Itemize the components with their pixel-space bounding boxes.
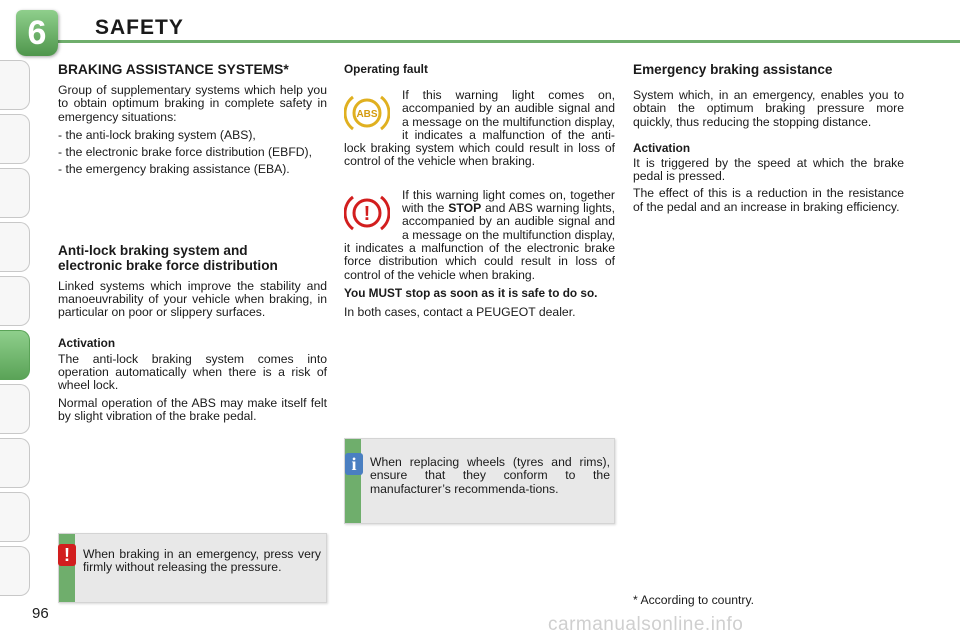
abs-fault-paragraph: If this warning light comes on, accompanied by an audible signal and a message on the multifunction display, it indicates a malfunction of the anti-lock braking system which could result in loss of control of the vehicle when braking.	[344, 89, 615, 169]
column-braking-systems	[58, 62, 327, 423]
chapter-tab-8[interactable]	[0, 438, 30, 488]
chapter-tab-10[interactable]	[0, 546, 30, 596]
list-item: - the anti-lock braking system (ABS),	[58, 127, 256, 142]
chapter-tab-4[interactable]	[0, 222, 30, 272]
info-notice	[344, 438, 615, 524]
page-title: SAFETY	[95, 16, 184, 39]
chapter-tab-5[interactable]	[0, 276, 30, 326]
column-operating-fault	[344, 62, 615, 319]
activation-paragraph: The anti-lock braking system comes into operation automatically when there is a risk of wheel lock.	[58, 351, 327, 393]
info-icon: i	[345, 453, 363, 475]
emergency-paragraph: System which, in an emergency, enables you to obtain the optimum braking pressure more quickly, thus reducing the stopping distance.	[633, 88, 904, 129]
header-rule	[40, 40, 960, 43]
list-item: - the emergency braking assistance (EBA).	[58, 162, 290, 177]
warning-notice-text: When braking in an emergency, press very firmly without releasing the pressure.	[83, 547, 321, 575]
exclamation-icon: !	[58, 544, 76, 566]
abs-warning-block	[344, 89, 615, 169]
page-number: 96	[32, 605, 49, 622]
brake-fault-text-start: If this warning light comes on, together with the	[402, 188, 615, 216]
emergency-activation-heading: Activation	[633, 140, 691, 155]
chapter-tab-2[interactable]	[0, 114, 30, 164]
list-item: - the electronic brake force distribution (EBFD),	[58, 145, 313, 160]
brake-icon-label: !	[363, 202, 371, 225]
must-stop-notice: You MUST stop as soon as it is safe to do so.	[344, 285, 598, 300]
emergency-heading: Emergency braking assistance	[633, 62, 833, 77]
chapter-tab-9[interactable]	[0, 492, 30, 542]
chapter-tab-3[interactable]	[0, 168, 30, 218]
chapter-tab-6[interactable]	[0, 330, 30, 380]
abs-icon-label: ABS	[356, 109, 378, 120]
effect-paragraph: The effect of this is a reduction in the resistance of the pedal and an increase in braking efficiency.	[633, 186, 904, 214]
stop-word: STOP	[448, 201, 482, 216]
contact-dealer-paragraph: In both cases, contact a PEUGEOT dealer.	[344, 304, 576, 319]
operating-fault-heading: Operating fault	[344, 62, 428, 76]
vibration-paragraph: Normal operation of the ABS may make itself felt by slight vibration of the brake pedal.	[58, 395, 327, 423]
chapter-badge: 6	[16, 10, 58, 56]
intro-paragraph: Group of supplementary systems which help you to obtain optimum braking in complete safety in emergency situations:	[58, 83, 327, 124]
chapter-tab-7[interactable]	[0, 384, 30, 434]
footnote: * According to country.	[633, 593, 755, 607]
brake-warning-block	[344, 189, 615, 282]
trigger-paragraph: It is triggered by the speed at which the brake pedal is pressed.	[633, 155, 904, 184]
column-emergency-braking	[633, 62, 904, 214]
brake-fault-text-end: and ABS warning lights, accompanied by an audible signal and a message on the multifunction display, it indicates a malfunction of the electronic brake force distribution which could result in loss of control of the vehicle when braking.	[344, 201, 615, 282]
section-heading: BRAKING ASSISTANCE SYSTEMS*	[58, 62, 289, 77]
info-notice-text: When replacing wheels (tyres and rims), ensure that they conform to the manufacturer’s recommenda-tions.	[370, 455, 610, 496]
abs-heading: Anti-lock braking system and electronic brake force distribution	[58, 242, 278, 273]
abs-paragraph: Linked systems which improve the stability and manoeuvrability of your vehicle when braking, in particular on poor or slippery surfaces.	[58, 278, 327, 320]
systems-list	[58, 129, 327, 177]
chapter-tab-1[interactable]	[0, 60, 30, 110]
brake-warning-light-icon	[344, 193, 390, 233]
notice-accent-bar	[345, 439, 361, 523]
abs-warning-light-icon	[344, 93, 390, 133]
chapter-tabs	[0, 60, 34, 600]
warning-notice	[58, 533, 327, 603]
activation-heading: Activation	[58, 335, 116, 350]
watermark: carmanualsonline.info	[548, 614, 744, 635]
